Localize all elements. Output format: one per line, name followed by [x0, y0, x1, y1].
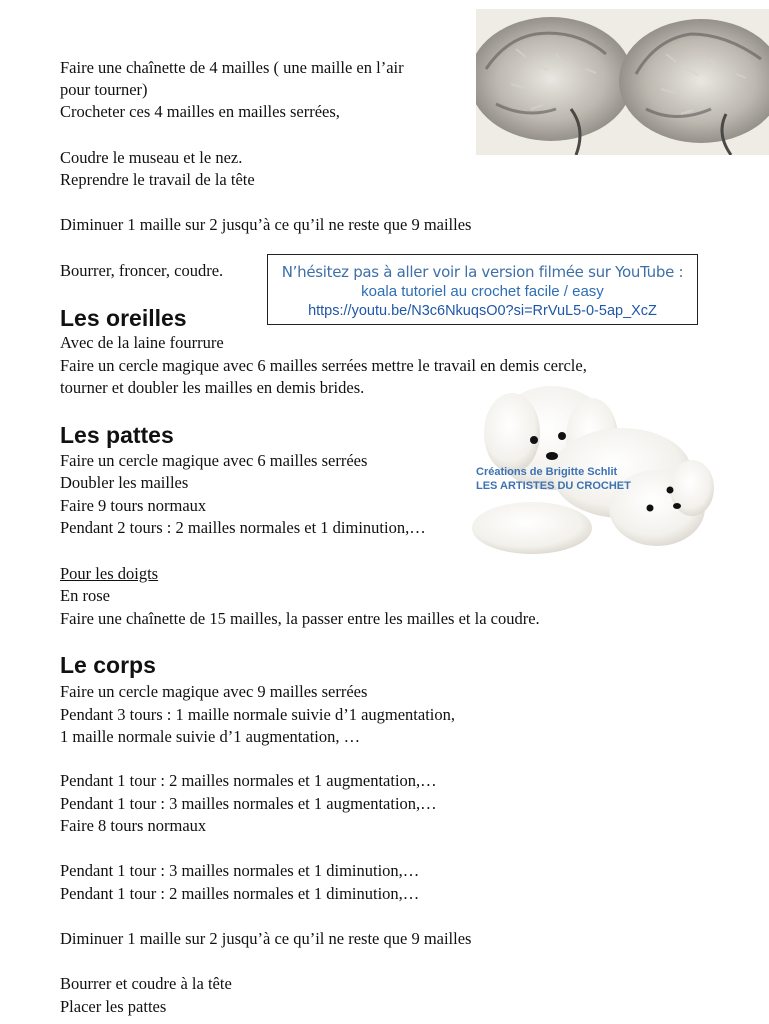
- intro-line: Diminuer 1 maille sur 2 jusqu’à ce qu’il ne reste que 9 mailles: [60, 215, 472, 234]
- fur-ears-photo: [476, 9, 769, 155]
- youtube-info-box: [267, 254, 698, 325]
- intro-line: Crocheter ces 4 mailles en mailles serrées,: [60, 102, 340, 121]
- corps-line: Placer les pattes: [60, 997, 167, 1016]
- pattes-line: Doubler les mailles: [60, 473, 189, 492]
- corps-line: Pendant 1 tour : 3 mailles normales et 1 augmentation,…: [60, 794, 437, 813]
- doigts-line: Faire une chaînette de 15 mailles, la passer entre les mailles et la coudre.: [60, 609, 540, 628]
- youtube-link[interactable]: https://youtu.be/N3c6NkuqsO0?si=RrVuL5-0-5ap_XcZ: [308, 303, 657, 319]
- pattes-line: Faire 9 tours normaux: [60, 496, 207, 515]
- oreilles-line: Faire un cercle magique avec 6 mailles serrées mettre le travail en demis cercle,: [60, 356, 587, 375]
- intro-line: Bourrer, froncer, coudre.: [60, 261, 224, 280]
- intro-line: Coudre le museau et le nez.: [60, 148, 243, 167]
- corps-line: Faire 8 tours normaux: [60, 816, 207, 835]
- doigts-line: En rose: [60, 586, 110, 605]
- doigts-subtitle: Pour les doigts: [60, 564, 159, 583]
- section-title-pattes: Les pattes: [60, 422, 174, 448]
- intro-line: Faire une chaînette de 4 mailles ( une maille en l’air: [60, 58, 404, 77]
- corps-line: 1 maille normale suivie d’1 augmentation, …: [60, 727, 361, 746]
- oreilles-line: Avec de la laine fourrure: [60, 333, 224, 352]
- oreilles-line: tourner et doubler les mailles en demis brides.: [60, 378, 365, 397]
- pattes-line: Faire un cercle magique avec 6 mailles serrées: [60, 451, 368, 470]
- corps-line: Pendant 1 tour : 3 mailles normales et 1 diminution,…: [60, 861, 420, 880]
- intro-line: Reprendre le travail de la tête: [60, 170, 255, 189]
- section-title-corps: Le corps: [60, 652, 156, 678]
- corps-line: Pendant 1 tour : 2 mailles normales et 1 diminution,…: [60, 884, 420, 903]
- corps-line: Faire un cercle magique avec 9 mailles serrées: [60, 682, 368, 701]
- corps-line: Diminuer 1 maille sur 2 jusqu’à ce qu’il ne reste que 9 mailles: [60, 929, 472, 948]
- credit-group: LES ARTISTES DU CROCHET: [476, 480, 631, 492]
- pattes-line: Pendant 2 tours : 2 mailles normales et 1 diminution,…: [60, 518, 426, 537]
- credit-author: Créations de Brigitte Schlit: [476, 466, 618, 478]
- section-title-oreilles: Les oreilles: [60, 305, 187, 331]
- corps-line: Bourrer et coudre à la tête: [60, 974, 232, 993]
- intro-line: pour tourner): [60, 80, 148, 99]
- youtube-invite-text: N’hésitez pas à aller voir la version filmée sur YouTube :: [281, 263, 684, 281]
- youtube-video-title: koala tutoriel au crochet facile / easy: [361, 283, 604, 300]
- corps-line: Pendant 1 tour : 2 mailles normales et 1 augmentation,…: [60, 771, 437, 790]
- corps-line: Pendant 3 tours : 1 maille normale suivie d’1 augmentation,: [60, 705, 456, 724]
